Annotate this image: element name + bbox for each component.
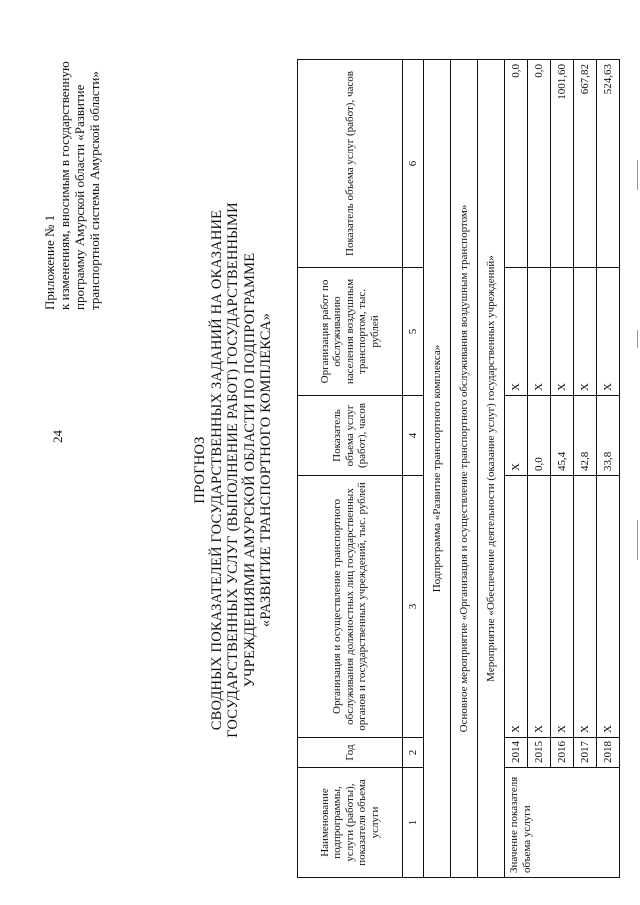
document-heading: [192, 50, 275, 890]
column-number-row: [403, 60, 424, 878]
value-cell: 0,0: [505, 60, 528, 268]
year-cell: 2017: [574, 738, 597, 768]
value-cell: Х: [505, 268, 528, 396]
table-row: [551, 60, 574, 878]
forecast-table: [297, 59, 620, 878]
column-header: Наименование подпрограммы, услуги (работы), показателя объема услуги: [298, 768, 403, 878]
year-cell: 2016: [551, 738, 574, 768]
column-header: Показатель объема услуг (работ), часов: [298, 396, 403, 476]
table-row: [574, 60, 597, 878]
heading-line: ПРОГНОЗ: [192, 436, 208, 504]
table-row: [528, 60, 551, 878]
column-number: 3: [403, 476, 424, 738]
main-activity-title: Основное мероприятие «Организация и осуществление транспортного обслуживания воздушным транспортом»: [451, 60, 478, 878]
appendix-line: программу Амурской области «Развитие: [72, 84, 87, 310]
value-cell: 0,0: [528, 60, 551, 268]
value-cell: 667,82: [574, 60, 597, 268]
column-number: 6: [403, 60, 424, 268]
appendix-line: транспортной системы Амурской области»: [87, 71, 102, 310]
scan-edge-mark: [637, 160, 638, 190]
value-cell: Х: [597, 268, 620, 396]
indicator-label: Значение показателя объема услуги: [505, 768, 620, 878]
heading-line: УЧРЕЖДЕНИЯМИ АМУРСКОЙ ОБЛАСТИ ПО ПОДПРОГРАММЕ: [241, 252, 258, 688]
table-row: [597, 60, 620, 878]
activity-row: [478, 60, 505, 878]
value-cell: Х: [505, 396, 528, 476]
table-row: [505, 60, 528, 878]
table-header-row: [298, 60, 403, 878]
year-cell: 2014: [505, 738, 528, 768]
value-cell: 42,8: [574, 396, 597, 476]
value-cell: Х: [505, 476, 528, 738]
value-cell: Х: [528, 476, 551, 738]
value-cell: Х: [574, 268, 597, 396]
column-header: Год: [298, 738, 403, 768]
value-cell: Х: [551, 476, 574, 738]
scan-edge-mark: [637, 520, 638, 560]
column-header: Организация работ по обслуживанию населения воздушным транспортом, тыс. рублей: [298, 268, 403, 396]
value-cell: Х: [574, 476, 597, 738]
column-number: 4: [403, 396, 424, 476]
value-cell: Х: [528, 268, 551, 396]
scan-edge-mark: [637, 330, 638, 348]
column-number: 2: [403, 738, 424, 768]
heading-line: СВОДНЫХ ПОКАЗАТЕЛЕЙ ГОСУДАРСТВЕННЫХ ЗАДАНИЙ НА ОКАЗАНИЕ: [208, 209, 225, 731]
column-number: 5: [403, 268, 424, 396]
year-cell: 2015: [528, 738, 551, 768]
page-number: 24: [50, 430, 65, 443]
value-cell: 1001,60: [551, 60, 574, 268]
subprogram-row: [424, 60, 451, 878]
value-cell: Х: [551, 268, 574, 396]
rotated-page: [0, 50, 614, 890]
appendix-note: [42, 50, 102, 310]
column-number: 1: [403, 768, 424, 878]
value-cell: 33,8: [597, 396, 620, 476]
appendix-line: Приложение № 1: [42, 214, 57, 310]
column-header: Организация и осуществление транспортного обслуживания должностных лиц государственных органов и государственных учреждений, тыс. рублей: [298, 476, 403, 738]
column-header: Показатель объема услуг (работ), часов: [298, 60, 403, 268]
value-cell: Х: [597, 476, 620, 738]
subprogram-title: Подпрограмма «Развитие транспортного комплекса»: [424, 60, 451, 878]
value-cell: 0,0: [528, 396, 551, 476]
value-cell: 45,4: [551, 396, 574, 476]
activity-title: Мероприятие «Обеспечение деятельности (оказание услуг) государственных учреждений»: [478, 60, 505, 878]
appendix-line: к изменениям, вносимым в государственную: [57, 61, 72, 310]
value-cell: 524,63: [597, 60, 620, 268]
main-activity-row: [451, 60, 478, 878]
heading-line: ГОСУДАРСТВЕННЫХ УСЛУГ (ВЫПОЛНЕНИЕ РАБОТ) ГОСУДАРСТВЕННЫМИ: [225, 202, 241, 738]
year-cell: 2018: [597, 738, 620, 768]
heading-line: «РАЗВИТИЕ ТРАНСПОРТНОГО КОМПЛЕКСА»: [258, 312, 274, 628]
